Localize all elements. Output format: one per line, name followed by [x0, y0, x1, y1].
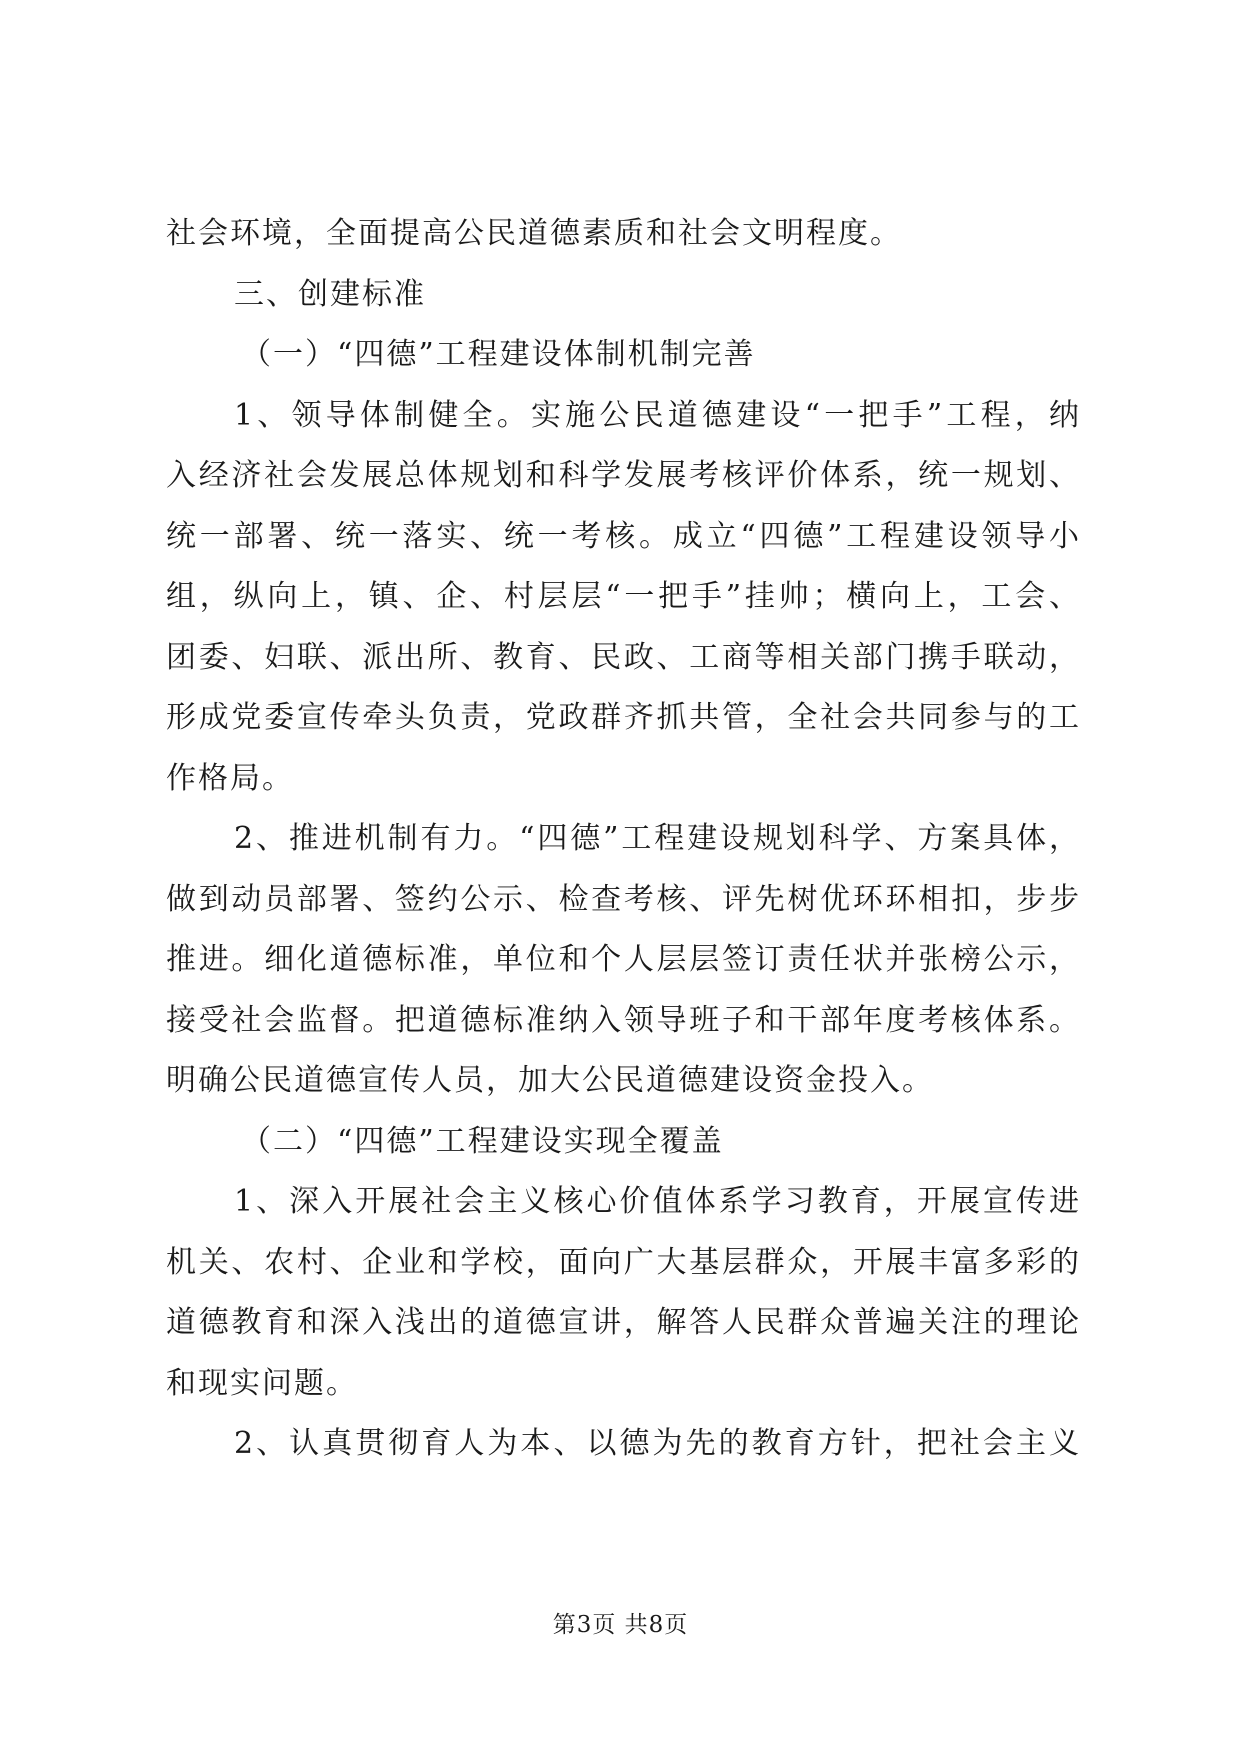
paragraph-line: 入经济社会发展总体规划和科学发展考核评价体系，统一规划、 [166, 458, 1081, 493]
paragraph-line: 和现实问题。 [166, 1365, 358, 1401]
paragraph-line: 1、深入开展社会主义核心价值体系学习教育，开展宣传进 [234, 1184, 1081, 1219]
paragraph-line: 统一部署、统一落实、统一考核。成立“四德”工程建设领导小 [166, 518, 1081, 554]
paragraph-line: 明确公民道德宣传人员，加大公民道德建设资金投入。 [166, 1063, 934, 1098]
paragraph-line: 做到动员部署、签约公示、检查考核、评先树优环环相扣，步步 [166, 881, 1081, 917]
paragraph-line: 接受社会监督。把道德标准纳入领导班子和干部年度考核体系。 [166, 1002, 1081, 1038]
document-body [166, 204, 1081, 1475]
paragraph-line: 机关、农村、企业和学校，面向广大基层群众，开展丰富多彩的 [166, 1244, 1081, 1280]
paragraph-line: 2、推进机制有力。“四德”工程建设规划科学、方案具体， [234, 821, 1081, 856]
paragraph-line: 作格局。 [166, 760, 294, 796]
paragraph-line: 社会环境，全面提高公民道德素质和社会文明程度。 [166, 216, 902, 251]
paragraph-line: 形成党委宣传牵头负责，党政群齐抓共管，全社会共同参与的工 [166, 700, 1081, 735]
paragraph-line: 1、领导体制健全。实施公民道德建设“一把手”工程，纳 [234, 397, 1081, 433]
paragraph-line: 推进。细化道德标准，单位和个人层层签订责任状并张榜公示， [166, 942, 1081, 977]
paragraph-line: 团委、妇联、派出所、教育、民政、工商等相关部门携手联动， [166, 639, 1081, 675]
subsection-heading: （二）“四德”工程建设实现全覆盖 [241, 1123, 724, 1159]
paragraph-line: 组，纵向上，镇、企、村层层“一把手”挂帅；横向上，工会、 [166, 579, 1081, 614]
subsection-heading: （一）“四德”工程建设体制机制完善 [241, 337, 756, 372]
paragraph-line: 道德教育和深入浅出的道德宣讲，解答人民群众普遍关注的理论 [166, 1305, 1081, 1340]
section-heading: 三、创建标准 [234, 276, 426, 312]
page-number-footer: 第3页 共8页 [552, 1612, 689, 1638]
paragraph-line: 2、认真贯彻育人为本、以德为先的教育方针，把社会主义 [234, 1426, 1081, 1461]
